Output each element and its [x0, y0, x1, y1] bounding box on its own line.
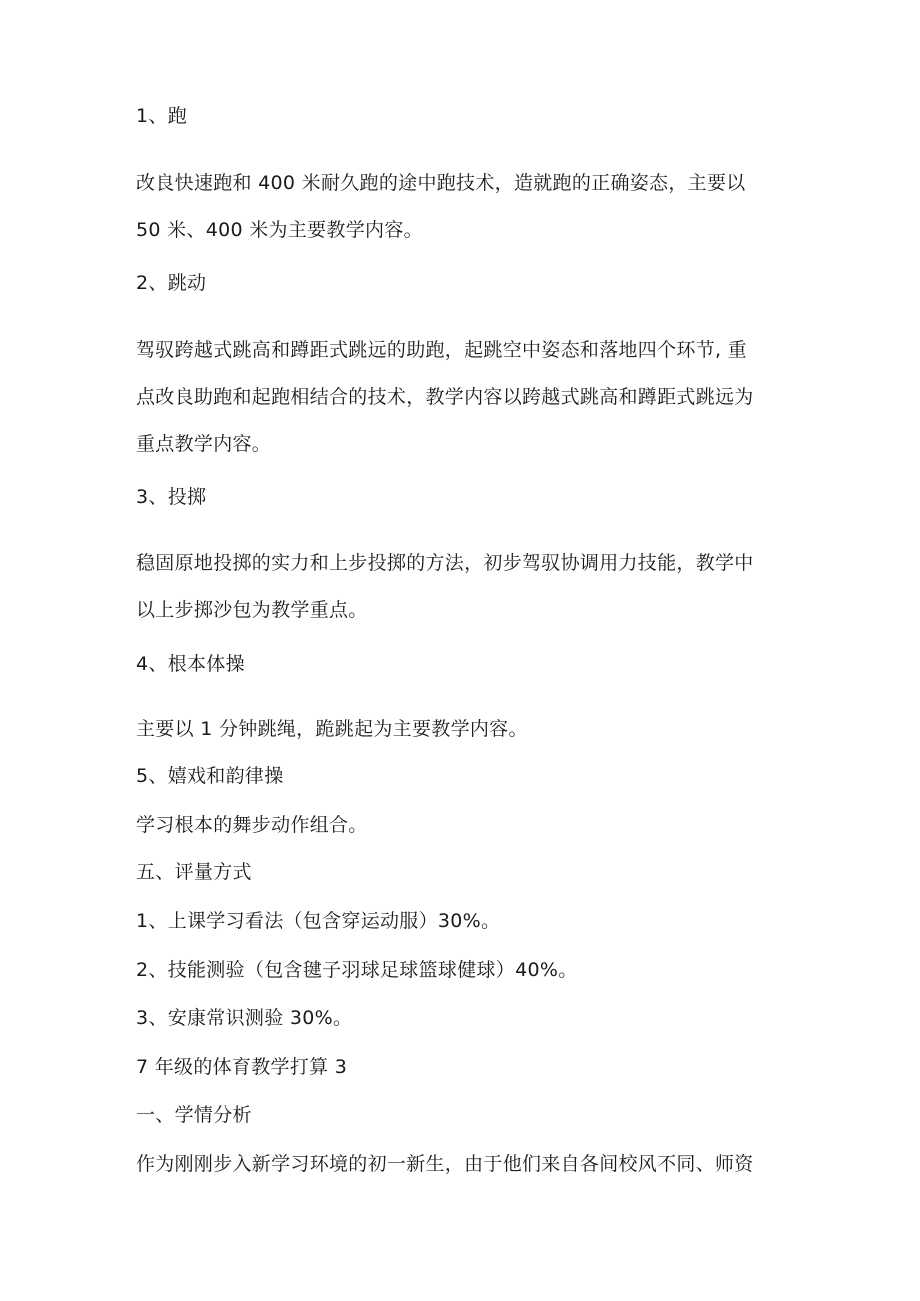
heading-throw: 3、投掷 [136, 486, 207, 508]
section-heading-analysis: 一、学情分析 [136, 1104, 252, 1126]
paragraph-line: 以上步掷沙包为教学重点。 [136, 599, 368, 621]
heading-run: 1、跑 [136, 105, 187, 127]
document-title: 7 年级的体育教学打算 3 [136, 1056, 348, 1078]
heading-games: 5、嬉戏和韵律操 [136, 765, 284, 787]
paragraph-line: 点改良助跑和起跑相结合的技术，教学内容以跨越式跳高和蹲距式跳远为 [136, 386, 754, 408]
heading-jump: 2、跳动 [136, 272, 207, 294]
list-item: 3、安康常识测验 30%。 [136, 1007, 353, 1029]
paragraph-line: 重点教学内容。 [136, 433, 272, 455]
list-item: 2、技能测验（包含毽子羽球足球篮球健球）40%。 [136, 959, 578, 981]
paragraph-line: 作为刚刚步入新学习环境的初一新生，由于他们来自各间校风不同、师资 [136, 1153, 754, 1175]
paragraph-line: 50 米、400 米为主要教学内容。 [136, 219, 423, 241]
paragraph-line: 改良快速跑和 400 米耐久跑的途中跑技术，造就跑的正确姿态，主要以 [136, 172, 746, 194]
paragraph-line: 驾驭跨越式跳高和蹲距式跳远的助跑，起跳空中姿态和落地四个环节, 重 [136, 339, 747, 361]
heading-gymnastics: 4、根本体操 [136, 653, 245, 675]
list-item: 1、上课学习看法（包含穿运动服）30%。 [136, 910, 501, 932]
paragraph-line: 主要以 1 分钟跳绳，跪跳起为主要教学内容。 [136, 718, 528, 740]
section-heading-assessment: 五、评量方式 [136, 861, 252, 883]
paragraph-line: 学习根本的舞步动作组合。 [136, 814, 368, 836]
paragraph-line: 稳固原地投掷的实力和上步投掷的方法，初步驾驭协调用力技能，教学中 [136, 552, 754, 574]
